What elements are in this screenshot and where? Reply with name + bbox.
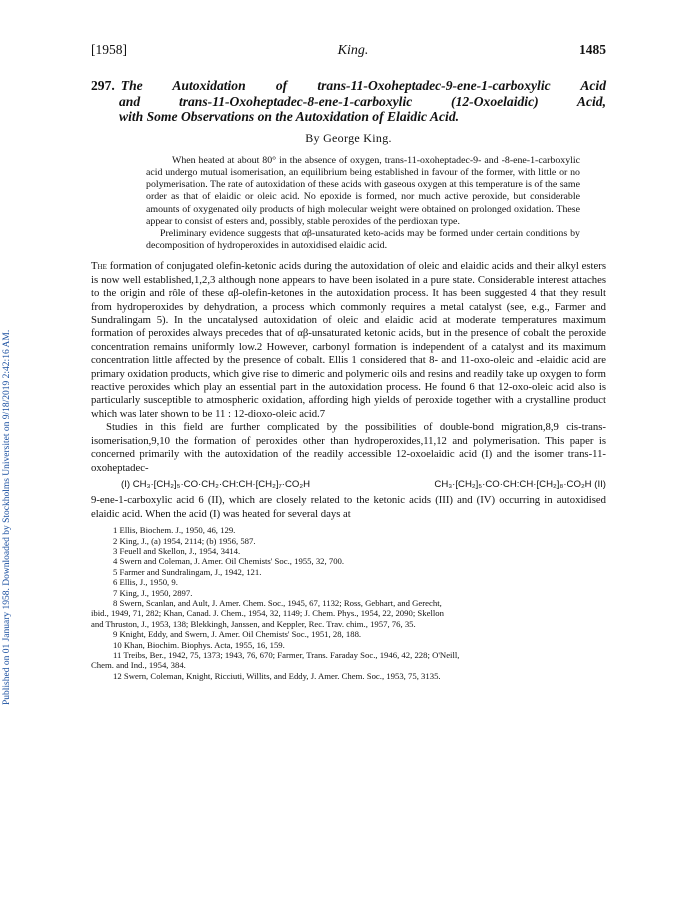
header-year: [1958] bbox=[91, 42, 127, 57]
body-paragraph: Studies in this field are further complicated by the possibilities of double-bond migration,8,9 cis-trans-isomerisation,9,10 the formation of peroxides other than hydroperoxides,11,12 and polymerisation. This paper is concerned primarily with the autoxidation of the readily accessible 12-oxoelaidic acid (I) and the isomer trans-11-oxoheptadec- bbox=[91, 421, 606, 474]
reference-item: 3 Feuell and Skellon, J., 1954, 3414. bbox=[113, 545, 241, 556]
page-number: 1485 bbox=[578, 42, 606, 57]
abstract bbox=[146, 155, 580, 253]
download-watermark-text: Published on 01 January 1958. Downloaded by Stockholms Universitet on 9/18/2019 2:42:16 AM. bbox=[2, 329, 12, 705]
reference-item: 1 Ellis, Biochem. J., 1950, 46, 129. bbox=[113, 525, 236, 536]
formula-i: (I) CH₃·[CH₂]₅·CO·CH₂·CH:CH·[CH₂]₇·CO₂H bbox=[121, 478, 311, 490]
reference-continuation: and Thruston, J., 1953, 138; Blekkingh, Janssen, and Keppler, Rec. Trav. chim., 1957, 76, 35. bbox=[91, 618, 416, 629]
reference-item: 4 Swern and Coleman, J. Amer. Oil Chemists' Soc., 1955, 32, 700. bbox=[113, 556, 345, 567]
abstract-paragraph: Preliminary evidence suggests that αβ-unsaturated keto-acids may be formed under certain conditions by decomposition of hydroperoxides in autoxidised elaidic acid. bbox=[146, 228, 580, 252]
body-paragraph-text: formation of conjugated olefin-ketonic acids during the autoxidation of oleic and elaidic acids and their alkyl esters is now well established,1,2,3 although none appears to have been isolated in a pure state. Considerable interest attaches to the origin and rôle of these αβ-olefin-ketones in the autoxidation process. It has been suggested 4 that they result from hydroperoxides by dehydration, a process which commonly requires a metal catalyst (see, e.g., Farmer and Sundralingam 5). In the uncatalysed autoxidation of oleic and elaidic acid at moderate temperatures maximum formation of peroxides always precedes that of αβ-unsaturated ketonic acids, but in the presence of cobalt the peroxide concentration remains uniformly low.2 However, carbonyl formation is independent of a catalyst and its maximum concentration little affected by the presence of cobalt. Ellis 1 considered that 8- and 11-oxo-oleic and -elaidic acid are primary oxidation products, which give rise to dimeric and polymeric oils and resins and readily take up oxygen to form reactive peroxides which play an essential part in the autoxidation process. He found 6 that 12-oxo-oleic acid also is particularly susceptible to atmospheric oxidation, affording high yields of peroxide together with a crystalline product which was later shown to be 11 : 12-dioxo-oleic acid.7 bbox=[91, 260, 606, 420]
reference-item: 7 King, J., 1950, 2897. bbox=[113, 587, 193, 598]
paragraph-lead-word: The bbox=[91, 260, 107, 273]
references bbox=[91, 525, 606, 681]
download-watermark bbox=[2, 145, 16, 705]
title-line-3: with Some Observations on the Autoxidation of Elaidic Acid. bbox=[119, 109, 460, 125]
running-title: King. bbox=[337, 43, 369, 58]
title-line-1 bbox=[91, 78, 606, 94]
reference-item: 11 Treibs, Ber., 1942, 75, 1373; 1943, 76, 670; Farmer, Trans. Faraday Soc., 1946, 42, 228; O'Neill, bbox=[113, 650, 460, 660]
reference-item: 12 Swern, Coleman, Knight, Ricciuti, Willits, and Eddy, J. Amer. Chem. Soc., 1953, 75, 3135. bbox=[113, 670, 441, 681]
running-header bbox=[91, 42, 606, 60]
reference-item: 2 King, J., (a) 1954, 2114; (b) 1956, 587. bbox=[113, 535, 256, 546]
formula-ii: CH₃·[CH₂]₅·CO·CH:CH·[CH₂]₈·CO₂H (II) bbox=[434, 478, 606, 490]
reference-item: 8 Swern, Scanlan, and Ault, J. Amer. Chem. Soc., 1945, 67, 1132; Ross, Gebhart, and Gerecht, bbox=[113, 597, 442, 608]
abstract-paragraph: When heated at about 80° in the absence of oxygen, trans-11-oxoheptadec-9- and -8-ene-1-carboxylic acid undergo mutual isomerisation, an equilibrium being established in favour of the former, with little or no polymerisation. The rate of autoxidation of these acids with gaseous oxygen at this temperature is of the same order as that of elaidic or oleic acid. No epoxide is formed, nor much active peroxide, but considerable amounts of oxygenated oily products of high molecular weight were obtained on prolonged oxidation. These appear to consist of esters and, possibly, stable peroxides of the perdioxan type. bbox=[146, 154, 580, 227]
author-byline: By George King. bbox=[305, 130, 392, 145]
reference-item: 5 Farmer and Sundralingam, J., 1942, 121. bbox=[113, 566, 262, 577]
journal-page bbox=[91, 42, 606, 681]
body-paragraph: 9-ene-1-carboxylic acid 6 (II), which are closely related to the ketonic acids (III) and (IV) occurring in autoxidised elaidic acid. When the acid (I) was heated for several days at bbox=[91, 494, 606, 520]
article-title bbox=[91, 78, 606, 125]
chemical-formulas bbox=[121, 478, 606, 491]
reference-item: 9 Knight, Eddy, and Swern, J. Amer. Oil Chemists' Soc., 1951, 28, 188. bbox=[113, 629, 362, 640]
reference-item: 10 Khan, Biochim. Biophys. Acta, 1955, 16, 159. bbox=[113, 639, 285, 650]
main-text bbox=[91, 260, 606, 521]
reference-continuation: Chem. and Ind., 1954, 384. bbox=[91, 660, 186, 671]
title-line-2: and trans-11-Oxoheptadec-8-ene-1-carboxylic (12-Oxoelaidic) Acid, bbox=[119, 93, 606, 109]
reference-item: 6 Ellis, J., 1950, 9. bbox=[113, 577, 178, 588]
body-paragraph bbox=[91, 260, 606, 421]
reference-continuation: ibid., 1949, 71, 282; Khan, Canad. J. Chem., 1954, 32, 1149; J. Chem. Phys., 1954, 22, 2090; Skellon bbox=[91, 608, 444, 619]
title-line-1-text: The Autoxidation of trans-11-Oxoheptadec-9-ene-1-carboxylic Acid bbox=[120, 78, 606, 93]
article-number: 297. bbox=[91, 78, 115, 93]
